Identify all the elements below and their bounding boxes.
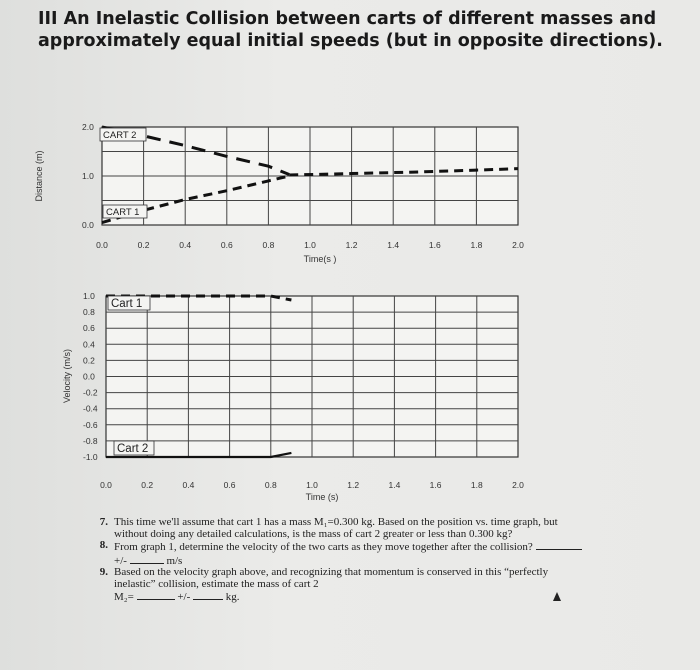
chart-1 xyxy=(100,127,518,225)
question-9-mass-label: M₂= xyxy=(114,591,134,603)
question-7-number: 7. xyxy=(99,516,108,528)
y-tick-label: 2.0 xyxy=(82,122,94,132)
y-axis-title: Velocity (m/s) xyxy=(62,348,72,404)
heading-line-2: approximately equal initial speeds (but in opposite directions). xyxy=(38,31,663,51)
x-tick-label: 0.6 xyxy=(220,240,233,250)
question-7-text: This time we'll assume that cart 1 has a mass M₁=0.300 kg. Based on the position vs. time graph, but without doing any detailed calculations, is the mass of cart 2 greater or less than 0.300 kg? xyxy=(114,516,558,540)
x-tick-label: 1.4 xyxy=(387,240,400,250)
x-tick-label: 0.6 xyxy=(223,480,236,490)
y-tick-label: -0.6 xyxy=(83,419,98,430)
question-9 xyxy=(88,567,588,604)
question-9-body xyxy=(114,567,588,604)
question-8-pm: +/- xyxy=(114,554,127,567)
question-8-text: From graph 1, determine the velocity of the two carts as they move together after the collision? xyxy=(114,541,533,553)
question-7 xyxy=(88,517,588,540)
x-tick-label: 1.8 xyxy=(470,480,483,490)
velocity-answer-blank[interactable] xyxy=(536,540,582,550)
y-tick-label: 0.4 xyxy=(83,339,95,350)
y-tick-label: 0.8 xyxy=(83,307,95,318)
y-tick-label: 1.0 xyxy=(83,291,95,301)
x-tick-label: 1.2 xyxy=(347,480,360,490)
series-label: CART 2 xyxy=(103,130,137,141)
x-tick-label: 0.0 xyxy=(100,480,112,490)
y-tick-label: -0.8 xyxy=(83,435,98,446)
x-tick-label: 1.6 xyxy=(429,480,442,490)
x-tick-label: 2.0 xyxy=(512,240,524,250)
y-tick-label: 0.0 xyxy=(82,220,94,230)
x-axis-title: Time(s ) xyxy=(303,254,337,264)
question-8-body xyxy=(114,540,588,567)
question-9-text: Based on the velocity graph above, and recognizing that momentum is conserved in this “perfectly inelastic” collision, estimate the mass of cart 2 xyxy=(114,566,549,590)
series-label: Cart 2 xyxy=(117,443,149,455)
x-tick-label: 0.8 xyxy=(264,480,277,490)
x-tick-label: 1.0 xyxy=(306,480,318,490)
question-8-unit: m/s xyxy=(166,554,183,567)
question-9-unit: kg. xyxy=(225,591,240,603)
question-8 xyxy=(88,540,588,567)
x-tick-label: 0.4 xyxy=(179,240,192,250)
y-tick-label: -0.2 xyxy=(83,387,98,398)
x-tick-label: 0.2 xyxy=(141,480,154,490)
x-tick-label: 1.4 xyxy=(388,480,401,490)
chart-2 xyxy=(106,296,518,457)
heading-line-1: III An Inelastic Collision between carts of different masses and xyxy=(38,9,657,29)
x-tick-label: 1.0 xyxy=(304,240,316,250)
y-tick-label: 1.0 xyxy=(82,171,94,181)
x-tick-label: 0.4 xyxy=(182,480,195,490)
question-9-number: 9. xyxy=(99,566,108,578)
x-tick-label: 0.0 xyxy=(96,240,108,250)
series-label: Cart 1 xyxy=(111,298,143,310)
mass-answer-blank[interactable] xyxy=(137,590,175,600)
x-tick-label: 2.0 xyxy=(512,480,524,490)
question-8-number: 8. xyxy=(99,539,108,551)
x-tick-label: 1.6 xyxy=(428,240,441,250)
y-tick-label: 0.6 xyxy=(83,323,95,334)
series-label: CART 1 xyxy=(106,207,140,218)
x-axis-title: Time (s) xyxy=(305,492,339,502)
x-tick-label: 1.8 xyxy=(470,240,483,250)
x-tick-label: 0.8 xyxy=(262,240,275,250)
question-9-pm: +/- xyxy=(177,591,191,603)
x-tick-label: 0.2 xyxy=(137,240,150,250)
y-tick-label: -1.0 xyxy=(83,452,98,462)
mass-uncertainty-blank[interactable] xyxy=(193,590,223,600)
velocity-uncertainty-blank[interactable] xyxy=(130,554,164,564)
y-axis-title: Distance (m) xyxy=(34,150,44,202)
questions-block xyxy=(88,517,588,604)
y-tick-label: -0.4 xyxy=(83,403,98,414)
y-tick-label: 0.0 xyxy=(83,371,95,382)
x-tick-label: 1.2 xyxy=(345,240,358,250)
y-tick-label: 0.2 xyxy=(83,355,95,366)
